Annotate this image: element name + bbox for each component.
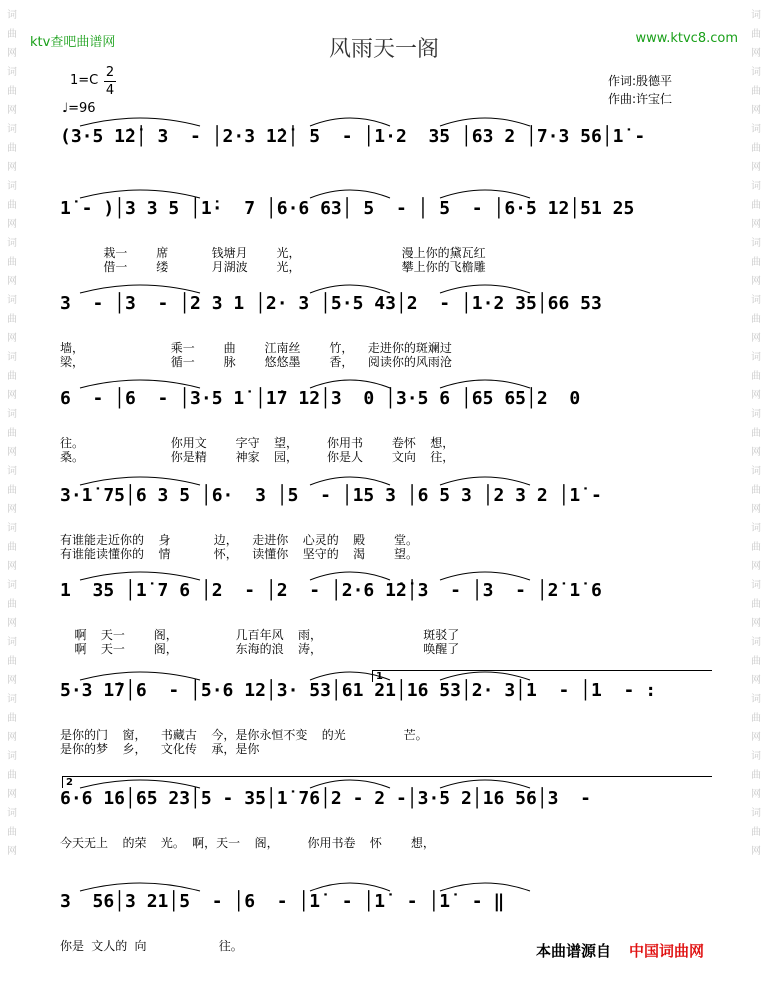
watermark-char: 词 [7,238,17,249]
watermark-char: 词 [7,523,17,534]
slur [310,883,390,891]
score-row-2 [60,190,710,274]
lyric-line-1: 墙， 乘一 曲 江南丝 竹， 走进你的斑斓过 [60,341,452,355]
watermark-char: 词 [7,352,17,363]
watermark-char: 曲 [7,143,17,154]
tempo-marking: ♩=96 [62,101,96,116]
slur-marks [60,380,710,390]
lyric-line-2: 啊 天一 阁， 东海的浪 涛， 唤醒了 [60,642,460,656]
slur [80,190,200,198]
site-name-left[interactable]: ktv查吧曲谱网 [30,35,116,50]
watermark-char: 网 [751,846,761,857]
slur-marks [60,118,710,128]
watermark-char: 曲 [7,770,17,781]
watermark-char: 曲 [751,86,761,97]
watermark-char: 词 [751,67,761,78]
watermark-char: 网 [7,162,17,173]
watermark-char: 词 [751,751,761,762]
watermark-char: 网 [751,447,761,458]
slur [310,477,390,485]
watermark-char: 网 [7,618,17,629]
watermark-char: 网 [751,276,761,287]
watermark-char: 网 [7,105,17,116]
slur [440,380,530,388]
slur [80,672,200,680]
watermark-char: 词 [7,580,17,591]
watermark-char: 词 [751,10,761,21]
watermark-char: 网 [751,504,761,515]
watermark-char: 词 [751,181,761,192]
slur-marks [60,477,710,487]
watermark-char: 曲 [7,599,17,610]
lyricist-credit: 作词:殷德平 [608,74,673,88]
watermark-char: 曲 [7,713,17,724]
site-url-right[interactable]: www.ktvc8.com [635,31,738,46]
score-row-3 [60,285,710,369]
lyric-line-1: 今天无上 的荣 光。 啊，天一 阁， 你用书卷 怀 想， [60,836,435,850]
watermark-char: 网 [7,675,17,686]
watermark-char: 网 [751,333,761,344]
score-row-5 [60,477,710,561]
watermark-char: 网 [751,48,761,59]
lyric-line-2: 是你的梦 乡， 文化传 承，是你 [60,742,260,756]
watermark-char: 网 [751,732,761,743]
score-row-4 [60,380,710,464]
watermark-char: 词 [7,67,17,78]
slur [310,285,390,293]
score-row-1 [60,118,710,158]
slur [80,572,200,580]
watermark-char: 曲 [7,257,17,268]
watermark-char: 网 [7,447,17,458]
watermark-char: 词 [751,295,761,306]
watermark-char: 词 [7,466,17,477]
watermark-char: 词 [751,409,761,420]
slur [80,477,200,485]
watermark-char: 曲 [7,200,17,211]
watermark-char: 词 [7,694,17,705]
watermark-char: 曲 [7,314,17,325]
notation-line: 1 35 │1̇ 7 6 │2 - │2 - │2·6 1̇2̇│3 - │3 - │2̇ 1̇ 6 [60,580,602,601]
watermark-char: 词 [751,808,761,819]
slur-marks [60,572,710,582]
watermark-char: 曲 [7,656,17,667]
slur [80,883,200,891]
score-row-6 [60,572,710,656]
watermark-char: 曲 [751,371,761,382]
slur [440,883,530,891]
slur [310,118,390,126]
time-signature [104,64,116,99]
source-site-link[interactable]: 中国词曲网 [629,942,705,960]
watermark-char: 网 [7,789,17,800]
watermark-char: 网 [7,276,17,287]
watermark-char: 网 [751,162,761,173]
slur [80,380,200,388]
source-footer [536,940,704,961]
watermark-char: 曲 [751,599,761,610]
watermark-char: 网 [7,390,17,401]
song-title: 风雨天一阁 [328,37,439,62]
watermark-char: 词 [7,295,17,306]
watermark-char: 词 [7,181,17,192]
watermark-char: 曲 [751,257,761,268]
lyric-line-1: 有谁能走近你的 身 边， 走进你 心灵的 殿 堂。 [60,533,419,547]
watermark-char: 网 [7,219,17,230]
slur-marks [60,883,710,893]
watermark-char: 词 [751,352,761,363]
watermark-char: 曲 [751,656,761,667]
watermark-char: 曲 [751,200,761,211]
watermark-char: 曲 [751,314,761,325]
slur [440,285,530,293]
watermark-char: 曲 [751,770,761,781]
watermark-char: 曲 [751,143,761,154]
watermark-char: 曲 [751,542,761,553]
slur [310,380,390,388]
lyric-line-1: 啊 天一 阁， 几百年风 雨， 斑驳了 [60,628,460,642]
watermark-char: 曲 [751,485,761,496]
watermark-char: 词 [751,466,761,477]
watermark-char: 曲 [7,542,17,553]
notation-line: 1̇ - )│3 3 5 │1̇· 7 │6·6 63│ 5 - │ 5 - │6·5 12│51 25 [60,198,635,219]
lyric-line-1: 往。 你用文 字守 望， 你用书 卷怀 想， [60,436,455,450]
notation-line: (3·5 1̇2̇│ 3 - │2·3 1̇2̇│ 5 - │1·2 35 │63 2 │7·3 56│1̇ - [60,126,646,147]
watermark-char: 曲 [751,428,761,439]
watermark-char: 曲 [751,29,761,40]
watermark-char: 网 [751,675,761,686]
watermark-char: 网 [751,561,761,572]
volta-1: 1 [372,670,712,682]
slur [80,285,200,293]
watermark-char: 曲 [7,827,17,838]
watermark-char: 曲 [7,428,17,439]
watermark-char: 网 [7,732,17,743]
source-label: 本曲谱源自 [536,942,612,960]
slur [440,477,530,485]
watermark-char: 网 [751,390,761,401]
slur [310,190,390,198]
time-signature-bottom: 4 [105,83,115,98]
watermark-char: 词 [751,238,761,249]
watermark-char: 曲 [7,485,17,496]
notation-line: 3·1̇ 75│6 3 5 │6· 3 │5 - │15 3 │6 5 3 │2 3 2 │1̇ - [60,485,602,506]
slur [310,572,390,580]
slur-marks [60,190,710,200]
watermark-char: 曲 [7,86,17,97]
watermark-char: 词 [751,637,761,648]
watermark-char: 网 [751,219,761,230]
watermark-char: 网 [7,504,17,515]
watermark-char: 网 [751,789,761,800]
lyric-line-2: 借一 缕 月湖波 光， 攀上你的飞檐雕 [60,260,486,274]
watermark-char: 网 [7,333,17,344]
lyric-line-1: 栽一 席 钱塘月 光， 漫上你的黛瓦红 [60,246,486,260]
slur-marks [60,285,710,295]
time-signature-top: 2 [105,65,115,80]
notation-line: 3 - │3 - │2 3 1 │2· 3 │5·5 43│2 - │1·2 35│66 53 [60,293,602,314]
lyric-line-2: 桑。 你是精 神家 园， 你是人 文向 往， [60,450,455,464]
watermark-left [2,0,22,997]
watermark-char: 词 [7,124,17,135]
watermark-right [746,0,766,997]
watermark-char: 词 [7,637,17,648]
watermark-char: 词 [751,124,761,135]
lyric-line-2: 梁， 循一 脉 悠悠墨 香， 阅读你的风雨沧 [60,355,452,369]
key-signature: 1=C [70,73,99,88]
watermark-char: 词 [7,808,17,819]
watermark-char: 曲 [7,371,17,382]
watermark-char: 词 [7,409,17,420]
watermark-char: 曲 [751,827,761,838]
composer-credit: 作曲:许宝仁 [608,92,673,106]
watermark-char: 词 [751,580,761,591]
watermark-char: 网 [7,48,17,59]
notation-line: 6·6 16│65 23│5 - 35│1̇ 76│2 - 2 -│3·5 2│16 56│3 - [60,788,592,809]
watermark-char: 网 [7,846,17,857]
watermark-char: 词 [7,751,17,762]
volta-2: 2 [62,776,712,788]
slur [440,190,530,198]
lyric-line-1: 是你的门 窗， 书藏古 今，是你永恒不变 的光 芒。 [60,728,428,742]
watermark-char: 词 [7,10,17,21]
slur [440,118,530,126]
notation-line: 5·3 1̇7│6 - │5·6 12│3· 53│61 21│16 53│2· 3│1 - │1 - : [60,680,657,701]
watermark-char: 网 [751,618,761,629]
notation-line: 3 56│3 21│5 - │6 - │1̇ - │1̇ - │1̇ - ‖ [60,891,505,912]
watermark-char: 词 [751,523,761,534]
slur [440,572,530,580]
lyric-line-2: 有谁能读懂你的 情 怀， 读懂你 坚守的 渴 望。 [60,547,419,561]
lyric-line-1: 你是 文人的 向 往。 [60,939,243,953]
watermark-char: 曲 [7,29,17,40]
watermark-char: 词 [751,694,761,705]
watermark-char: 网 [7,561,17,572]
notation-line: 6 - │6 - │3·5 1̇ │1̇7 12│3 0 │3·5 6 │65 65│2 0 [60,388,581,409]
watermark-char: 网 [751,105,761,116]
watermark-char: 曲 [751,713,761,724]
slur [80,118,200,126]
